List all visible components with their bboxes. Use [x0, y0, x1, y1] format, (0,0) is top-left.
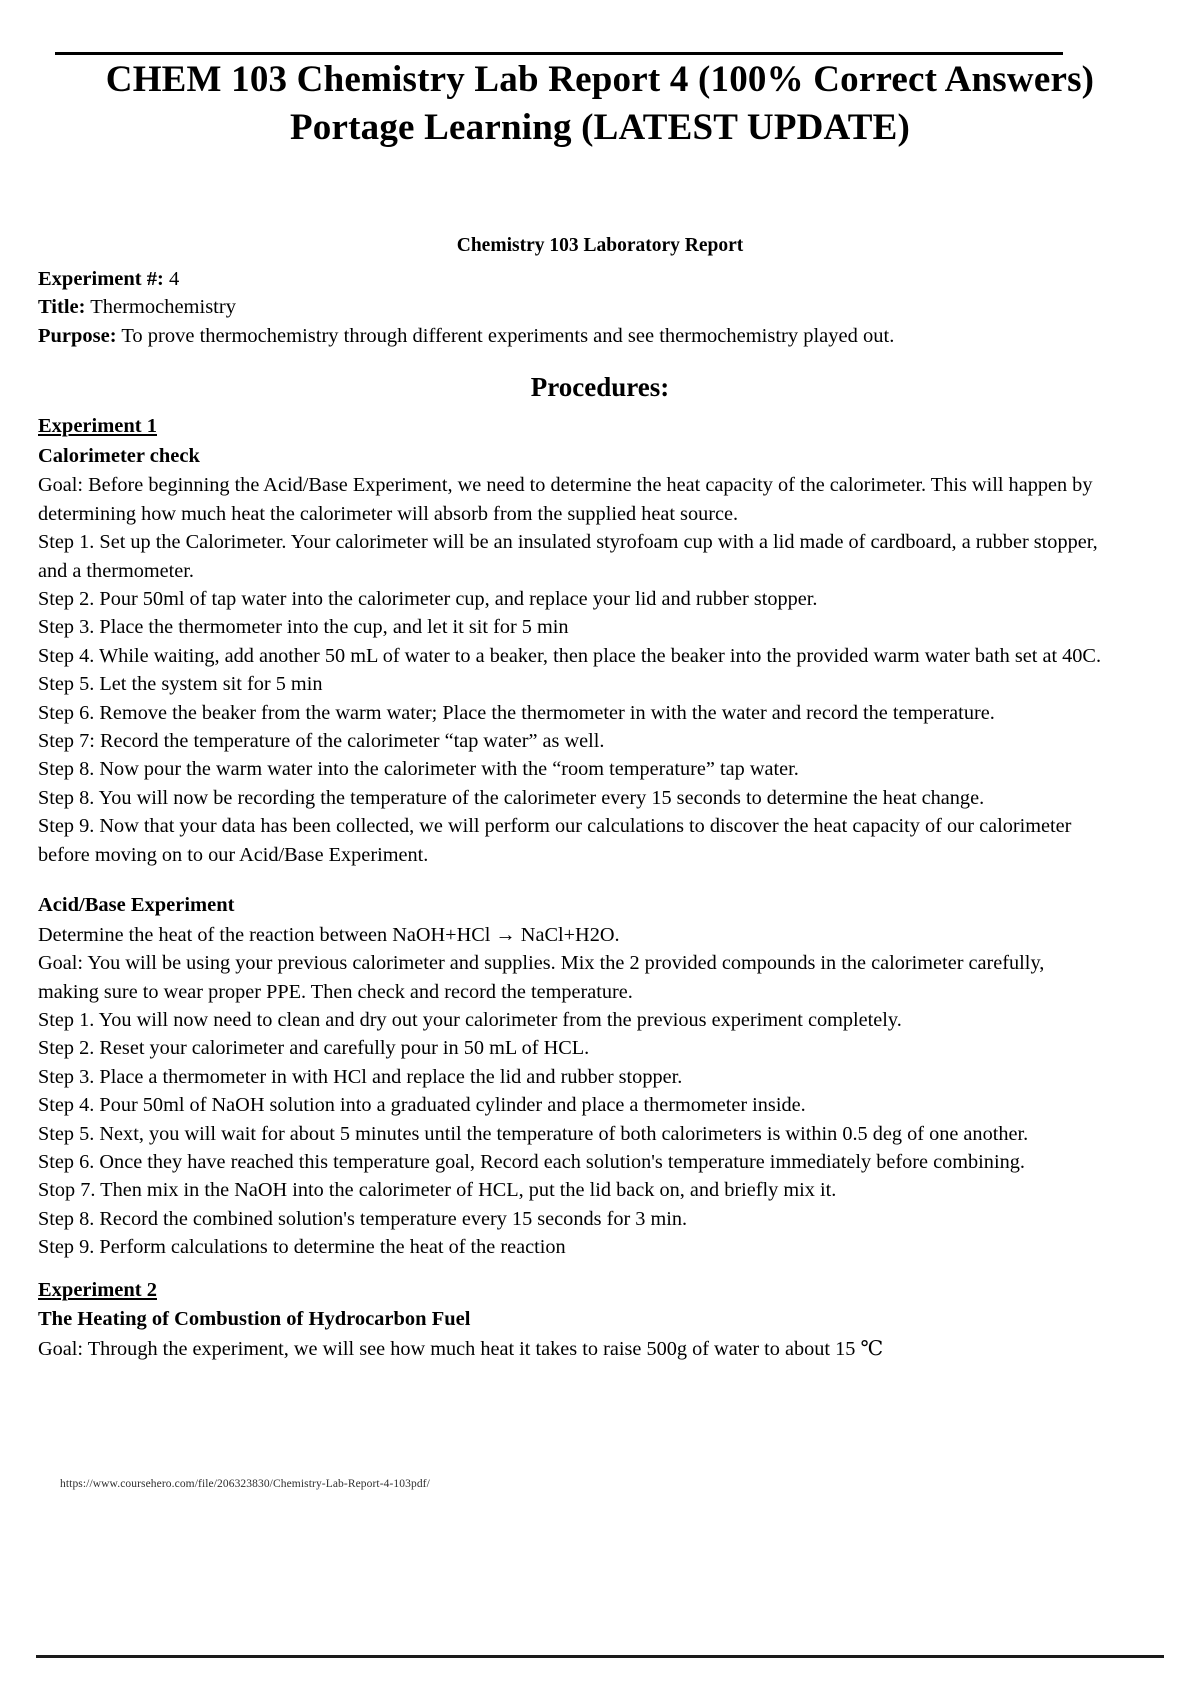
footer-divider [36, 1655, 1164, 1658]
procedures-heading: Procedures: [530, 372, 670, 402]
experiment-1-step: Step 4. While waiting, add another 50 mL of water to a beaker, then place the beaker into the provided warm water bath set at 40C. [38, 644, 1102, 667]
experiment-1-step: Step 9. Now that your data has been collected, we will perform our calculations to discover the heat capacity of our calorimeter before moving on to our Acid/Base Experiment. [38, 815, 1072, 866]
experiment-1-step: Step 7: Record the temperature of the calorimeter “tap water” as well. [38, 730, 605, 753]
section-spacer [38, 1262, 1110, 1276]
section-spacer [38, 869, 1110, 891]
experiment-1-step: Step 8. Now pour the warm water into the calorimeter with the “room temperature” tap water. [38, 758, 799, 781]
calorimeter-check-subheading: Calorimeter check [38, 444, 200, 467]
acid-base-step: Stop 7. Then mix in the NaOH into the calorimeter of HCL, put the lid back on, and briefly mix it. [38, 1179, 837, 1202]
experiment-1-step: Step 1. Set up the Calorimeter. Your calorimeter will be an insulated styrofoam cup with a lid made of cardboard, a rubber stopper, and a thermometer. [38, 531, 1098, 582]
acid-base-step: Step 1. You will now need to clean and dry out your calorimeter from the previous experiment completely. [38, 1008, 902, 1031]
acid-base-step: Step 8. Record the combined solution's temperature every 15 seconds for 3 min. [38, 1207, 688, 1230]
report-metadata [38, 265, 1148, 350]
experiment-2-heading: Experiment 2 [38, 1278, 157, 1301]
purpose-row [38, 322, 1148, 350]
page-title [60, 56, 1140, 152]
acid-base-step: Step 9. Perform calculations to determine the heat of the reaction [38, 1236, 566, 1259]
experiment-number-label: Experiment #: [38, 268, 164, 290]
acid-base-step: Step 5. Next, you will wait for about 5 minutes until the temperature of both calorimeters is within 0.5 deg of one another. [38, 1122, 1029, 1145]
experiment-2-goal: Goal: Through the experiment, we will see how much heat it takes to raise 500g of water to about 15 ℃ [38, 1338, 884, 1360]
experiment-2-heading-line [38, 1276, 1110, 1305]
experiment-1-step: Step 2. Pour 50ml of tap water into the calorimeter cup, and replace your lid and rubber stopper. [38, 588, 818, 610]
acid-base-experiment-heading: Acid/Base Experiment [38, 894, 235, 917]
experiment-number-value: 4 [168, 268, 180, 290]
report-title-value: Thermochemistry [90, 296, 236, 319]
experiment-1-step: Step 3. Place the thermometer into the cup, and let it sit for 5 min [38, 616, 569, 639]
purpose-label: Purpose: [38, 324, 117, 347]
experiment-number-row [38, 265, 1148, 293]
acid-base-step: Step 2. Reset your calorimeter and carefully pour in 50 mL of HCL. [38, 1037, 590, 1060]
report-title-row [38, 293, 1148, 321]
acid-base-step: Step 3. Place a thermometer in with HCl and replace the lid and rubber stopper. [38, 1065, 683, 1088]
acid-base-step: Step 6. Once they have reached this temperature goal, Record each solution's temperature immediately before combining. [38, 1151, 1025, 1173]
experiment-1-goal: Goal: Before beginning the Acid/Base Experiment, we need to determine the heat capacity of the calorimeter. This will happen by determining how much heat the calorimeter will absorb from the supplied heat source. [38, 474, 1093, 525]
procedures-body [38, 412, 1110, 1363]
page-title-line-2: Portage Learning (LATEST UPDATE) [290, 107, 910, 149]
report-heading: Chemistry 103 Laboratory Report [456, 235, 744, 256]
report-title-label: Title: [38, 296, 86, 319]
page-title-line-1: CHEM 103 Chemistry Lab Report 4 (100% Correct Answers) [105, 59, 1095, 100]
header-divider [55, 52, 1063, 55]
acid-base-step: Step 4. Pour 50ml of NaOH solution into a graduated cylinder and place a thermometer inside. [38, 1094, 806, 1117]
acid-base-reaction: Determine the heat of the reaction between NaOH+HCl → NaCl+H2O. [38, 923, 620, 946]
acid-base-goal: Goal: You will be using your previous calorimeter and supplies. Mix the 2 provided compounds in the calorimeter carefully, making sure to wear proper PPE. Then check and record the temperature. [38, 952, 1045, 1003]
experiment-1-step: Step 8. You will now be recording the temperature of the calorimeter every 15 seconds to determine the heat change. [38, 786, 985, 809]
purpose-value: To prove thermochemistry through different experiments and see thermochemistry played out. [121, 324, 895, 347]
experiment-1-step: Step 6. Remove the beaker from the warm water; Place the thermometer in with the water and record the temperature. [38, 701, 995, 724]
experiment-2-subheading: The Heating of Combustion of Hydrocarbon Fuel [38, 1308, 471, 1331]
experiment-1-heading-line [38, 412, 1110, 441]
source-url[interactable]: https://www.coursehero.com/file/206323830/Chemistry-Lab-Report-4-103pdf/ [60, 1478, 430, 1490]
experiment-1-heading: Experiment 1 [38, 415, 157, 437]
experiment-1-step: Step 5. Let the system sit for 5 min [38, 673, 323, 696]
